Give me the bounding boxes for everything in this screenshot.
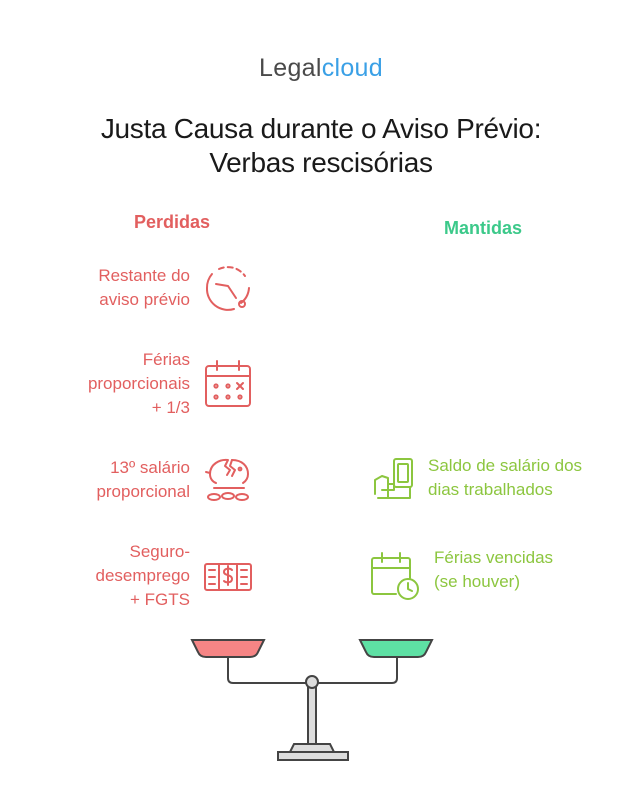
- lost-item-unemployment-fgts: [20, 540, 190, 612]
- kept-item-line: Saldo de salário dos: [428, 456, 583, 475]
- scale-pivot: [306, 676, 318, 688]
- lost-item-line: + 1/3: [151, 398, 190, 417]
- logo-cloud-text: cloud: [321, 54, 383, 82]
- money-bill-icon: [202, 552, 254, 604]
- lost-item-remaining-notice: [20, 264, 190, 312]
- piggy-bank-broken-icon: [202, 452, 254, 504]
- kept-item-salary-balance: [428, 454, 628, 502]
- lost-column-heading: Perdidas: [134, 212, 211, 232]
- lost-item-line: Seguro-: [129, 542, 190, 561]
- kept-item-due-vacation: [434, 546, 634, 594]
- clock-icon: [202, 262, 254, 314]
- kept-item-line: Férias vencidas: [434, 548, 554, 567]
- brand-logo: [0, 54, 642, 83]
- scale-pole: [308, 684, 316, 746]
- logo-legal-text: Legal: [259, 54, 322, 82]
- lost-item-proportional-vacation: [20, 348, 190, 420]
- kept-column-heading: Mantidas: [444, 218, 523, 238]
- hand-money-icon: [372, 456, 420, 504]
- lost-item-line: 13º salário: [110, 458, 190, 477]
- title-line-1: Justa Causa durante o Aviso Prévio:: [100, 113, 542, 144]
- calendar-clock-icon: [368, 550, 420, 602]
- calendar-cancel-icon: [202, 358, 254, 410]
- balance-scale: [0, 630, 642, 775]
- kept-pan: [360, 640, 432, 657]
- lost-item-line: Restante do: [98, 266, 190, 285]
- lost-item-line: Férias: [142, 350, 190, 369]
- kept-item-line: (se houver): [434, 572, 520, 591]
- kept-item-line: dias trabalhados: [428, 480, 553, 499]
- scale-base-top: [290, 744, 334, 752]
- lost-pan: [192, 640, 264, 657]
- lost-item-line: aviso prévio: [99, 290, 190, 309]
- scale-base: [278, 752, 348, 760]
- page-title: [0, 112, 642, 180]
- lost-item-line: proporcional: [96, 482, 190, 501]
- title-line-2: Verbas rescisórias: [209, 147, 433, 178]
- lost-item-line: proporcionais: [87, 374, 190, 393]
- lost-item-line: + FGTS: [130, 590, 190, 609]
- lost-item-line: desemprego: [95, 566, 190, 585]
- lost-item-13th-salary: [20, 456, 190, 504]
